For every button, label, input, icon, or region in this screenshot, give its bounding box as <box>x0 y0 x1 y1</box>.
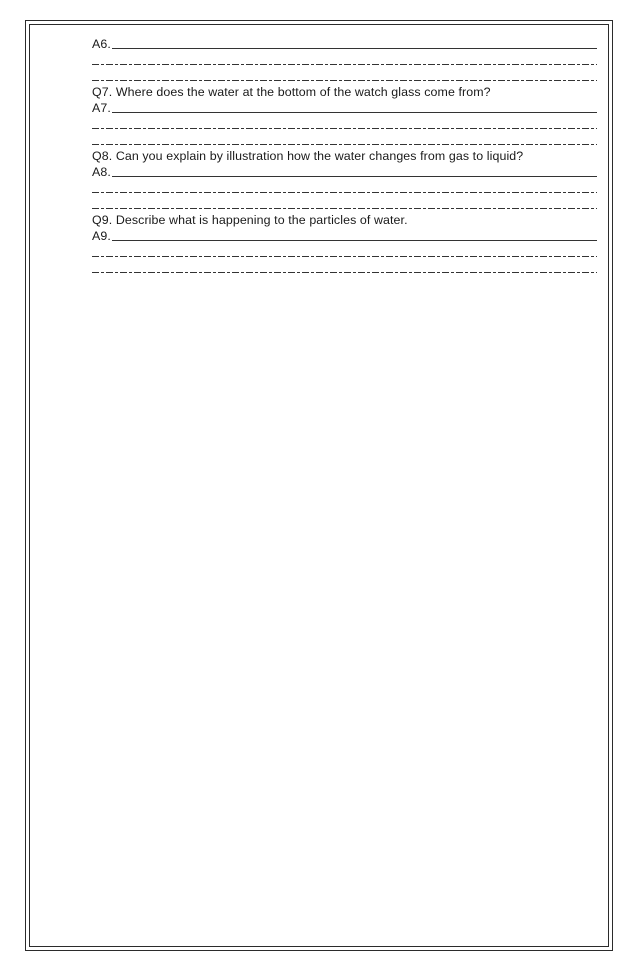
answer-rule <box>112 112 597 113</box>
answer-rule <box>112 240 597 241</box>
question-block-9 <box>92 212 597 276</box>
question-text: Q7. Where does the water at the bottom of the watch glass come from? <box>92 85 491 99</box>
question-text: Q8. Can you explain by illustration how the water changes from gas to liquid? <box>92 149 524 163</box>
dashed-answer-line[interactable] <box>92 180 597 196</box>
answer-label: A6. <box>92 37 111 51</box>
dashed-answer-line[interactable] <box>92 52 597 68</box>
answer-label: A8. <box>92 165 111 179</box>
dashed-answer-line[interactable] <box>92 68 597 84</box>
dashed-answer-line[interactable] <box>92 244 597 260</box>
answer-rule <box>112 176 597 177</box>
answer-label: A9. <box>92 229 111 243</box>
answer-line-9[interactable] <box>92 228 597 244</box>
question-block-8 <box>92 148 597 212</box>
dashed-answer-line[interactable] <box>92 260 597 276</box>
dashed-answer-line[interactable] <box>92 116 597 132</box>
answer-line-7[interactable] <box>92 100 597 116</box>
answer-line-8[interactable] <box>92 164 597 180</box>
worksheet-content <box>92 36 597 276</box>
answer-rule <box>112 48 597 49</box>
question-block-7 <box>92 84 597 148</box>
answer-label: A7. <box>92 101 111 115</box>
dashed-answer-line[interactable] <box>92 196 597 212</box>
answer-block-6 <box>92 36 597 84</box>
answer-line-6[interactable] <box>92 36 597 52</box>
question-text: Q9. Describe what is happening to the particles of water. <box>92 213 408 227</box>
dashed-answer-line[interactable] <box>92 132 597 148</box>
